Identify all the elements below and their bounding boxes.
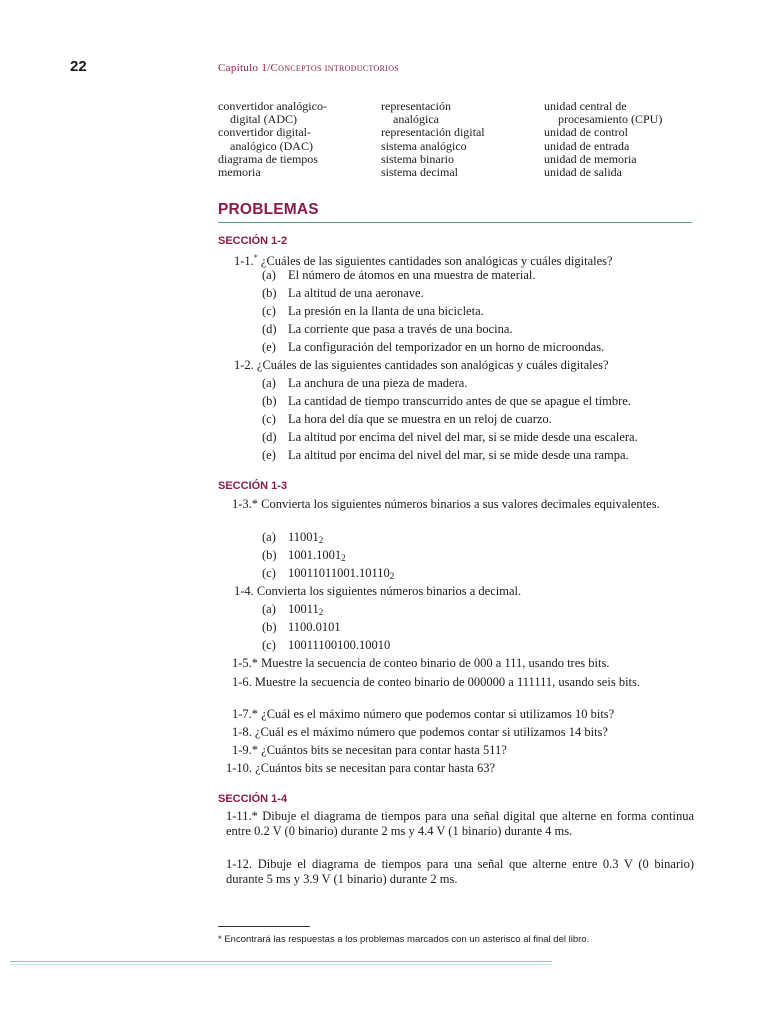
problem-1-1 <box>234 250 704 269</box>
list-item <box>262 638 702 653</box>
item-text: La configuración del temporizador en un horno de microondas. <box>288 340 605 354</box>
item-label: (c) <box>262 304 276 318</box>
item-label: (d) <box>262 430 277 444</box>
problem-number: 1-6. <box>232 675 252 689</box>
footnote: * Encontrará las respuestas a los problemas marcados con un asterisco al final del libro. <box>218 934 590 945</box>
term: unidad central de <box>544 99 627 113</box>
subscript: 2 <box>389 571 395 581</box>
problem-1-2 <box>234 358 704 373</box>
item-label: (c) <box>262 566 276 580</box>
item-label: (e) <box>262 448 276 462</box>
item-text: La anchura de una pieza de madera. <box>288 376 468 390</box>
problem-text: ¿Cuáles de las siguientes cantidades son analógicas y cuáles digitales? <box>260 254 613 269</box>
chapter-title: Conceptos introductorios <box>270 62 400 74</box>
problem-1-10 <box>226 761 694 776</box>
list-item <box>262 620 702 635</box>
problem-text: ¿Cuáles de las siguientes cantidades son analógicas y cuáles digitales? <box>256 358 609 372</box>
section-heading: SECCIÓN 1-2 <box>218 235 288 247</box>
term: procesamiento (CPU) <box>558 112 663 127</box>
term: unidad de memoria <box>544 151 637 166</box>
terms-column-3 <box>544 100 662 179</box>
section-heading: SECCIÓN 1-3 <box>218 480 288 492</box>
problem-text: Convierta los siguientes números binarios a decimal. <box>256 584 522 598</box>
list-item <box>262 376 702 391</box>
list-item <box>262 548 702 566</box>
term: unidad de control <box>544 125 628 140</box>
list-item <box>262 430 702 445</box>
item-label: (d) <box>262 322 277 336</box>
term: sistema analógico <box>381 138 467 153</box>
item-label: (a) <box>262 530 276 544</box>
problems-heading: PROBLEMAS <box>218 201 319 218</box>
item-text: La cantidad de tiempo transcurrido antes de que se apague el timbre. <box>288 394 631 408</box>
chapter-prefix: Capítulo 1/ <box>218 62 271 74</box>
problem-1-4 <box>234 584 704 599</box>
problem-1-5 <box>232 656 694 671</box>
list-item <box>262 602 702 620</box>
subscript: 2 <box>318 535 324 545</box>
terms-column-2 <box>381 100 485 179</box>
problem-number: 1-11.* <box>226 809 258 823</box>
item-text: La presión en la llanta de una bicicleta. <box>288 304 484 318</box>
item-text: La altitud por encima del nivel del mar, si se mide desde una rampa. <box>288 448 629 462</box>
terms-column-1 <box>218 100 327 179</box>
problem-number: 1-2. <box>234 358 254 372</box>
section-heading: SECCIÓN 1-4 <box>218 793 288 805</box>
item-label: (a) <box>262 268 276 282</box>
list-item <box>262 448 702 463</box>
problem-number: 1-12. <box>226 857 253 871</box>
term: analógico (DAC) <box>230 138 313 153</box>
list-item <box>262 530 702 548</box>
list-item <box>262 322 702 337</box>
term: unidad de entrada <box>544 138 630 153</box>
term: representación digital <box>381 125 485 140</box>
problem-1-9 <box>232 743 694 758</box>
item-label: (b) <box>262 286 277 300</box>
item-text: El número de átomos en una muestra de material. <box>288 268 536 282</box>
problem-text: Dibuje el diagrama de tiempos para una señal que alterne entre 0.3 V (0 binario) durante 5 ms y 3.9 V (1 binario) durante 2 ms. <box>226 857 694 886</box>
list-item <box>262 394 702 409</box>
subscript: 2 <box>318 607 324 617</box>
problem-1-12 <box>226 857 694 886</box>
list-item <box>262 566 702 584</box>
item-text: La altitud de una aeronave. <box>288 286 424 300</box>
item-label: (b) <box>262 548 277 562</box>
problem-1-3 <box>232 497 694 512</box>
heading-divider <box>218 222 692 223</box>
problem-1-11 <box>226 809 694 838</box>
problem-number: 1-9.* <box>232 743 259 757</box>
problem-text: Muestre la secuencia de conteo binario de 000 a 111, usando tres bits. <box>261 656 610 670</box>
problem-number: 1-3.* <box>232 497 259 511</box>
item-label: (a) <box>262 376 276 390</box>
problem-text: ¿Cuál es el máximo número que podemos contar si utilizamos 10 bits? <box>261 707 615 721</box>
problem-number: 1-5.* <box>232 656 259 670</box>
item-label: (b) <box>262 620 277 634</box>
list-item <box>262 304 702 319</box>
item-text: 11001 <box>288 530 319 544</box>
problem-1-7 <box>232 707 694 722</box>
item-text: La hora del día que se muestra en un reloj de cuarzo. <box>288 412 552 426</box>
term: diagrama de tiempos <box>218 151 318 166</box>
item-label: (c) <box>262 412 276 426</box>
term: digital (ADC) <box>230 112 297 127</box>
item-label: (e) <box>262 340 276 354</box>
problem-text: ¿Cuál es el máximo número que podemos contar si utilizamos 14 bits? <box>254 725 608 739</box>
problem-number: 1-8. <box>232 725 252 739</box>
item-label: (a) <box>262 602 276 616</box>
problem-text: ¿Cuántos bits se necesitan para contar hasta 63? <box>255 761 496 775</box>
item-text: 10011011001.10110 <box>288 566 390 580</box>
item-text: 1100.0101 <box>288 620 341 634</box>
list-item <box>262 412 702 427</box>
chapter-header <box>218 62 399 74</box>
item-text: La altitud por encima del nivel del mar, si se mide desde una escalera. <box>288 430 638 444</box>
problem-number: 1-4. <box>234 584 254 598</box>
list-item <box>262 286 702 301</box>
problem-text: ¿Cuántos bits se necesitan para contar hasta 511? <box>261 743 507 757</box>
page-number: 22 <box>70 58 87 75</box>
term: sistema binario <box>381 151 454 166</box>
asterisk: * <box>253 253 258 262</box>
problem-text: Dibuje el diagrama de tiempos para una señal digital que alterne en forma continua entre 0.2 V (0 binario) durante 2 ms y 4.4 V (1 binario) durante 4 ms. <box>226 809 695 838</box>
term: representación <box>381 99 451 113</box>
item-label: (b) <box>262 394 277 408</box>
problem-text: Muestre la secuencia de conteo binario de 000000 a 111111, usando seis bits. <box>254 675 641 689</box>
subscript: 2 <box>341 553 346 563</box>
problem-text: Convierta los siguientes números binarios a sus valores decimales equivalentes. <box>261 497 660 511</box>
term: convertidor digital- <box>218 125 311 140</box>
term: memoria <box>218 165 261 180</box>
footnote-rule <box>218 926 310 927</box>
term: sistema decimal <box>381 165 458 180</box>
term: analógica <box>393 112 439 127</box>
item-text: 1001.1001 <box>288 548 342 562</box>
bottom-divider <box>10 961 552 962</box>
bottom-divider-light <box>10 964 552 965</box>
problem-number: 1-7.* <box>232 707 259 721</box>
item-text: La corriente que pasa a través de una bocina. <box>288 322 513 336</box>
list-item <box>262 340 702 355</box>
item-text: 10011 <box>288 602 319 616</box>
list-item <box>262 268 702 283</box>
item-label: (c) <box>262 638 276 652</box>
problem-1-8 <box>232 725 694 740</box>
term: convertidor analógico- <box>218 99 327 113</box>
problem-number: 1-10. <box>226 761 253 775</box>
item-text: 10011100100.10010 <box>288 638 391 652</box>
problem-1-6 <box>232 675 694 690</box>
problem-number: 1-1. <box>234 254 254 269</box>
term: unidad de salida <box>544 165 622 180</box>
